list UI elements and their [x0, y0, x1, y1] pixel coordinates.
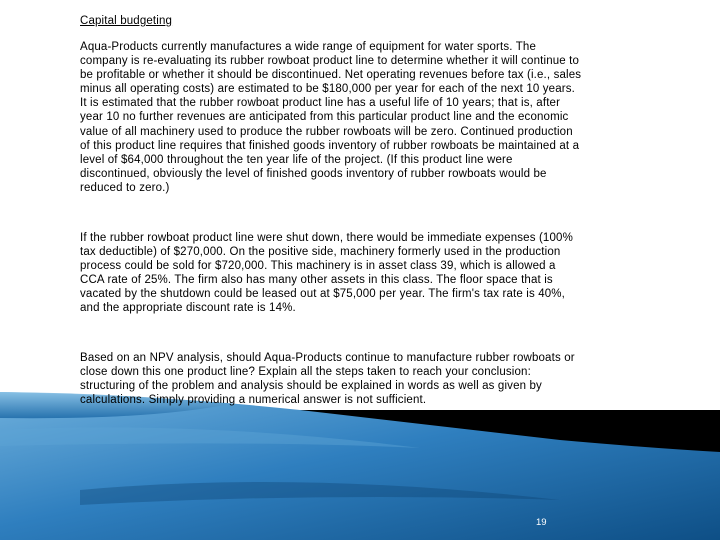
paragraph-company-background: Aqua-Products currently manufactures a wide range of equipment for water sports. The company is re-evaluating its rubber rowboat product line to determine whether it will continue to be profitable or whether it should be discontinued. Net operating revenues before tax (i.e., sales minus all operating costs) are estimated to be $180,000 per year for each of the next 10 years. It is estimated that the rubber rowboat product line has a useful life of 10 years; that is, after year 10 no further revenues are anticipated from this particular product line and the economic value of all machinery used to produce the rubber rowboats will be zero. Continued production of this product line requires that finished goods inventory of rubber rowboats be maintained at a level of $64,000 throughout the ten year life of the project. (If this product line were discontinued, obviously the level of finished goods inventory of rubber rowboats would be reduced to zero.)	[80, 41, 582, 194]
page-number: 19	[536, 517, 547, 528]
document-heading: Capital budgeting	[80, 15, 173, 27]
paragraph-shutdown-details: If the rubber rowboat product line were shut down, there would be immediate expenses (100% tax deductible) of $270,000. On the positive side, machinery formerly used in the production process could be sold for $720,000. This machinery is in asset class 39, which is allowed a CCA rate of 25%. The firm also has many other assets in this class. The floor space that is vacated by the shutdown could be leased out at $75,000 per year. The firm's tax rate is 40%, and the appropriate discount rate is 14%.	[80, 232, 573, 315]
paragraph-question: Based on an NPV analysis, should Aqua-Products continue to manufacture rubber rowboats or close down this one product line? Explain all the steps taken to reach your conclusion: structuring of the problem and analysis should be explained in words as well as given by calculations. Simply providing a numerical answer is not sufficient.	[80, 352, 575, 407]
